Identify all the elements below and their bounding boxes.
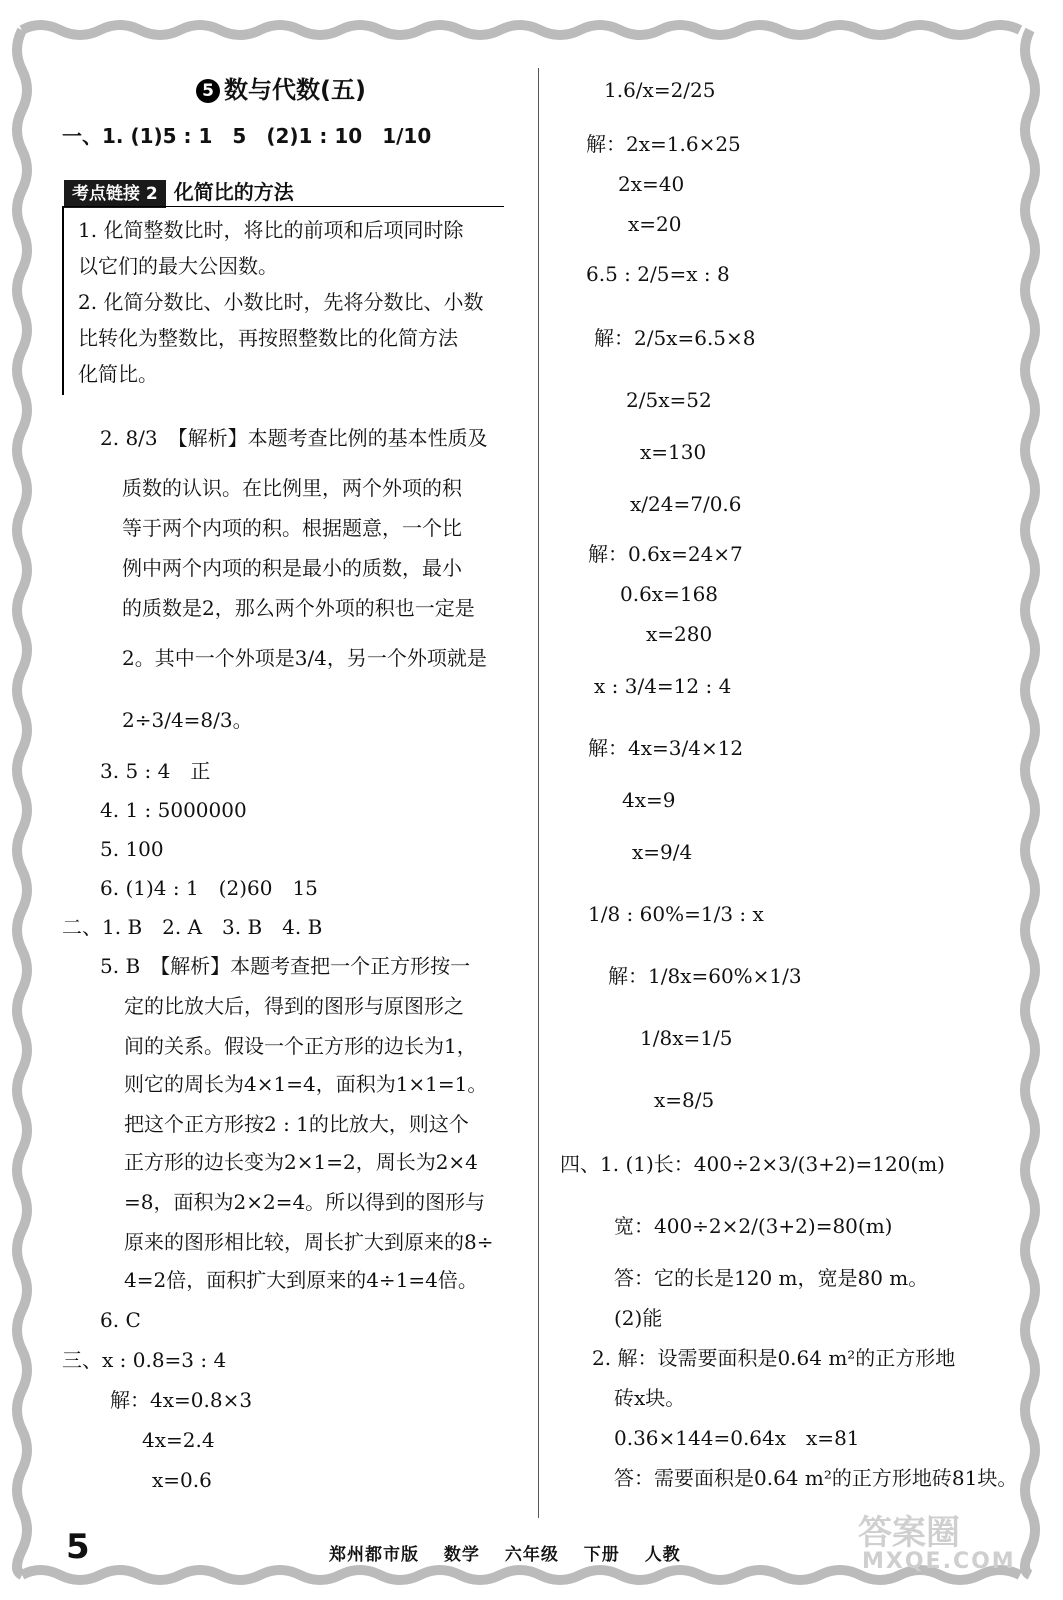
answer-line: 1.6/x=2/25 (604, 78, 716, 102)
footer-publisher: 人教 (644, 1545, 681, 1565)
tip-line: 化简比。 (78, 362, 158, 386)
answer-line: 2. 8/3 【解析】本题考查比例的基本性质及 (100, 426, 488, 450)
answer-line: 5. B 【解析】本题考查把一个正方形按一 (100, 954, 471, 978)
answer-line: 4. 1 : 5000000 (100, 798, 247, 822)
answer-line: 4x=9 (622, 788, 676, 812)
answer-line: 解：2/5x=6.5×8 (594, 326, 756, 350)
answer-line: x/24=7/0.6 (630, 492, 742, 516)
answer-line: 四、1. (1)长：400÷2×3/(3+2)=120(m) (560, 1152, 945, 1176)
answer-line: 间的关系。假设一个正方形的边长为1， (124, 1034, 477, 1058)
answer-line: 2x=40 (618, 172, 685, 196)
answer-line: x=8/5 (654, 1088, 715, 1112)
answer-line: 解：4x=0.8×3 (110, 1388, 253, 1412)
answer-line: 二、1. B 2. A 3. B 4. B (62, 915, 323, 939)
answer-line: 例中两个内项的积是最小的质数，最小 (122, 556, 462, 580)
tip-line: 2. 化简分数比、小数比时，先将分数比、小数 (78, 290, 484, 314)
tip-header (64, 176, 294, 206)
answer-line: =8，面积为2×2=4。所以得到的图形与 (124, 1190, 486, 1214)
answer-line: 1/8x=1/5 (640, 1026, 733, 1050)
answer-line: 2。其中一个外项是3/4，另一个外项就是 (122, 646, 487, 670)
footer-info (329, 1540, 699, 1565)
answer-line: 0.36×144=0.64x x=81 (614, 1426, 860, 1450)
answer-line: x=20 (628, 212, 682, 236)
answer-line: 则它的周长为4×1=4，面积为1×1=1。 (124, 1072, 488, 1096)
watermark-url: MXQE.COM (862, 1549, 1016, 1574)
answer-line: 定的比放大后，得到的图形与原图形之 (124, 994, 464, 1018)
answer-line: x : 3/4=12 : 4 (594, 674, 732, 698)
watermark-logo: 答案圈 (858, 1513, 960, 1553)
answer-line: 解：2x=1.6×25 (586, 132, 741, 156)
answer-line: 等于两个内项的积。根据题意，一个比 (122, 516, 462, 540)
tip-title: 化简比的方法 (173, 180, 294, 204)
footer-edition: 郑州都市版 (329, 1545, 419, 1565)
footer-grade: 六年级 (504, 1545, 559, 1565)
tip-tag: 考点链接 2 (64, 180, 166, 208)
answer-line: 3. 5 : 4 正 (100, 759, 211, 783)
section-number-badge: 5 (196, 79, 220, 103)
answer-line: 答：需要面积是0.64 m²的正方形地砖81块。 (614, 1466, 1018, 1490)
section-title-text: 数与代数(五) (224, 76, 366, 104)
answer-line: 宽：400÷2×2/(3+2)=80(m) (614, 1214, 893, 1238)
answer-line: 4x=2.4 (142, 1428, 215, 1452)
answer-line: x=280 (646, 622, 713, 646)
answer-line: 5. 100 (100, 837, 164, 861)
answer-line: 6. (1)4 : 1 (2)60 15 (100, 876, 318, 900)
answer-line: 答：它的长是120 m，宽是80 m。 (614, 1266, 929, 1290)
answer-line: 4=2倍，面积扩大到原来的4÷1=4倍。 (124, 1268, 478, 1292)
answer-line: 解：4x=3/4×12 (588, 736, 744, 760)
footer-subject: 数学 (443, 1545, 480, 1565)
tip-line: 以它们的最大公因数。 (78, 254, 278, 278)
column-divider (538, 68, 539, 1518)
answer-line: x=130 (640, 440, 707, 464)
tip-line: 比转化为整数比，再按照整数比的化简方法 (78, 326, 458, 350)
answer-line: 6. C (100, 1308, 141, 1332)
answer-line: 6.5 : 2/5=x : 8 (586, 262, 730, 286)
answer-line: 一、1. (1)5 : 1 5 (2)1 : 10 1/10 (62, 124, 432, 148)
answer-line: 2. 解：设需要面积是0.64 m²的正方形地 (592, 1346, 956, 1370)
answer-line: x=9/4 (632, 840, 693, 864)
answer-line: 解：0.6x=24×7 (588, 542, 743, 566)
answer-line: 正方形的边长变为2×1=2，周长为2×4 (124, 1150, 478, 1174)
answer-line: 0.6x=168 (620, 582, 719, 606)
answer-line: 1/8 : 60%=1/3 : x (588, 902, 764, 926)
answer-line: 的质数是2，那么两个外项的积也一定是 (122, 596, 475, 620)
answer-line: 解：1/8x=60%×1/3 (608, 964, 802, 988)
answer-line: 砖x块。 (614, 1386, 686, 1410)
section-title (196, 70, 366, 105)
answer-line: 2÷3/4=8/3。 (122, 708, 253, 732)
answer-line: 把这个正方形按2 : 1的比放大，则这个 (124, 1112, 469, 1136)
page-number: 5 (66, 1527, 90, 1567)
answer-line: 质数的认识。在比例里，两个外项的积 (122, 476, 462, 500)
answer-line: 2/5x=52 (626, 388, 712, 412)
answer-line: (2)能 (614, 1306, 663, 1330)
answer-line: 三、x : 0.8=3 : 4 (62, 1348, 227, 1372)
footer-volume: 下册 (583, 1545, 620, 1565)
tip-line: 1. 化简整数比时，将比的前项和后项同时除 (78, 218, 464, 242)
answer-line: 原来的图形相比较，周长扩大到原来的8÷ (124, 1230, 494, 1254)
answer-line: x=0.6 (152, 1468, 212, 1492)
